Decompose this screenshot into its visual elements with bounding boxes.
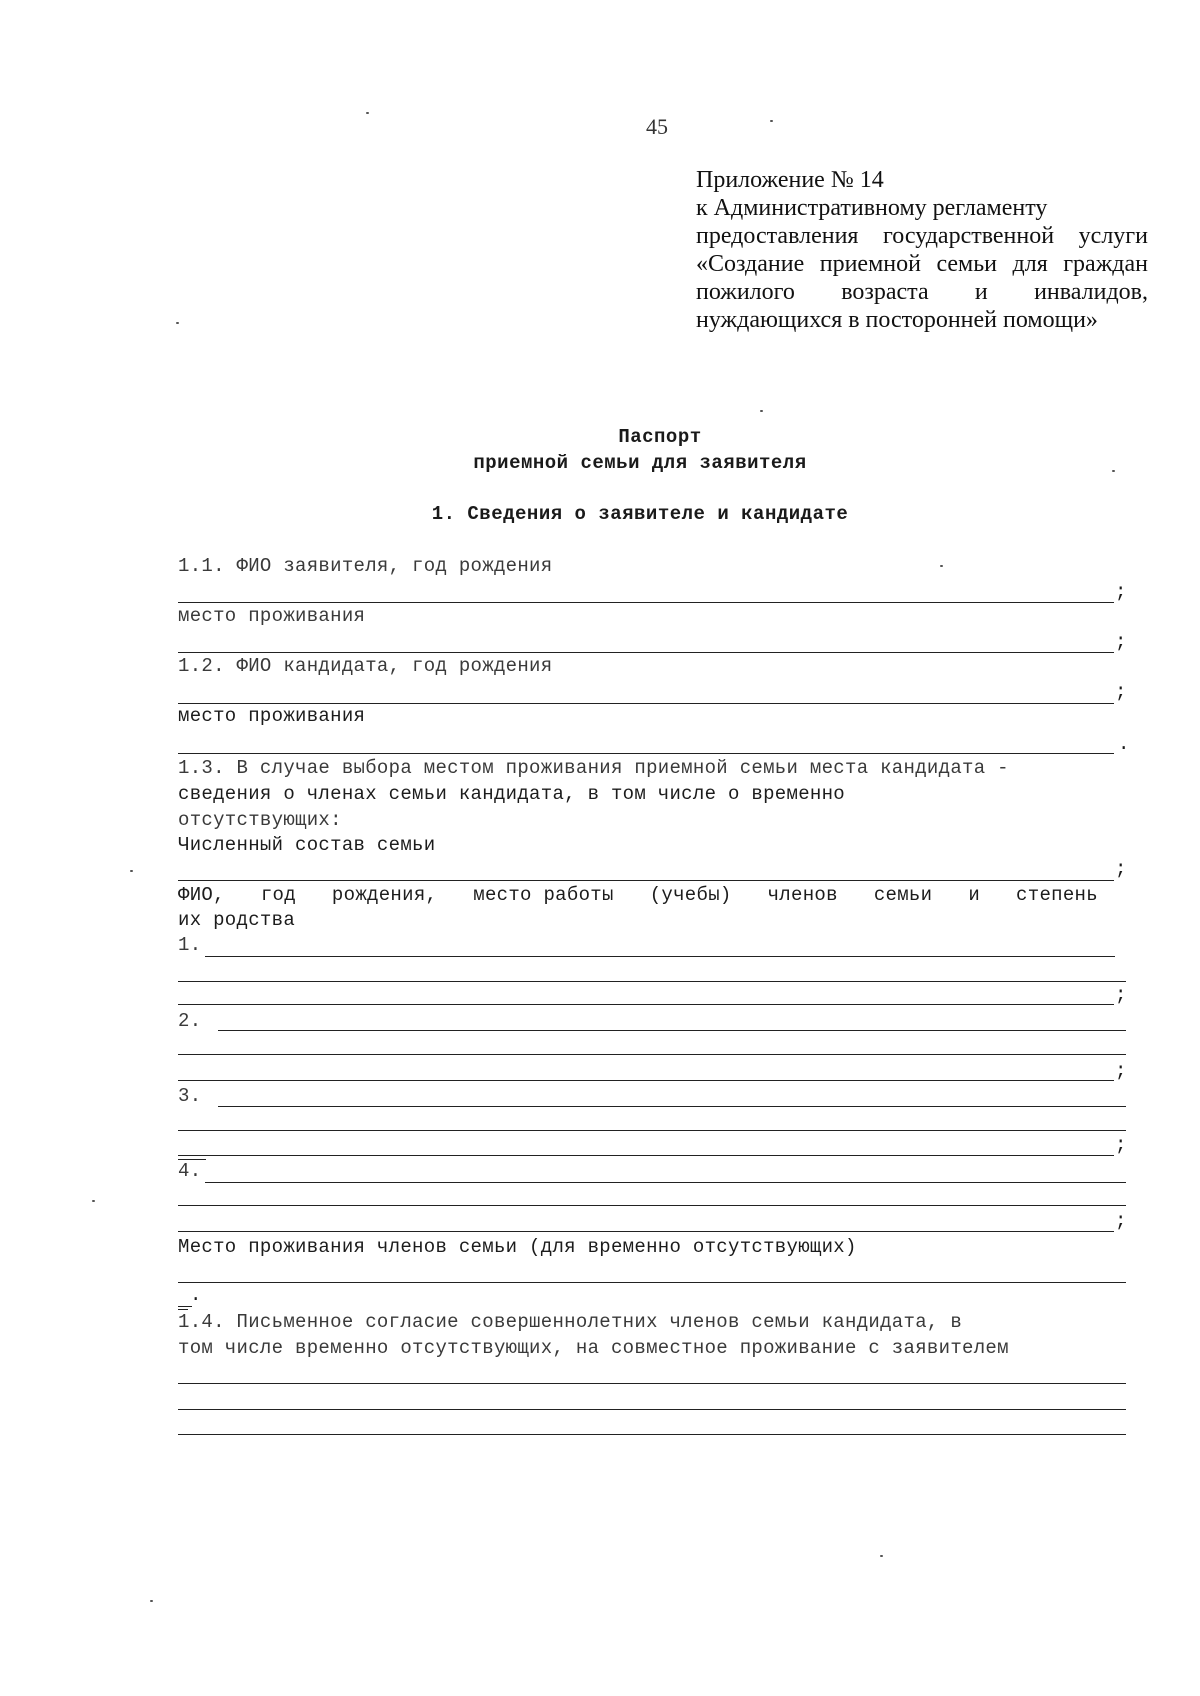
- members-word: год: [260, 884, 296, 906]
- members-word: место работы: [473, 884, 614, 906]
- page-number: 45: [646, 114, 668, 139]
- field-candidate-residence-line[interactable]: [178, 753, 1114, 754]
- members-word: членов: [767, 884, 838, 906]
- scan-speck: [770, 120, 773, 122]
- semicolon: ;: [1115, 1134, 1127, 1156]
- appendix-line: «Создание приемной семьи для граждан: [696, 251, 1148, 277]
- appendix-line: Приложение № 14: [696, 167, 884, 193]
- scan-speck: [130, 870, 133, 872]
- members-word: (учебы): [649, 884, 732, 906]
- field-candidate-name-line[interactable]: [178, 703, 1114, 704]
- field-applicant-name-line[interactable]: [178, 602, 1114, 603]
- member-3-line[interactable]: [178, 1130, 1126, 1131]
- member-number: 1.: [178, 934, 202, 956]
- members-label: [178, 884, 1098, 906]
- member-2-line[interactable]: [218, 1030, 1126, 1031]
- appendix-line: пожилого возраста и инвалидов,: [696, 279, 1148, 305]
- members-word: и: [968, 884, 981, 906]
- semicolon: ;: [1115, 1210, 1127, 1232]
- semicolon: ;: [1115, 631, 1127, 653]
- member-4-line[interactable]: [178, 1231, 1114, 1232]
- member-number: 3.: [178, 1085, 202, 1107]
- member-number: 4.: [178, 1160, 202, 1182]
- consent-line[interactable]: [178, 1383, 1126, 1384]
- semicolon: ;: [1115, 1060, 1127, 1082]
- field-candidate-name-label: 1.2. ФИО кандидата, год рождения: [178, 655, 553, 677]
- field-applicant-name-label: 1.1. ФИО заявителя, год рождения: [178, 555, 553, 577]
- scan-speck: [940, 565, 943, 567]
- consent-line[interactable]: [178, 1434, 1126, 1435]
- semicolon: ;: [1115, 984, 1127, 1006]
- family-size-line[interactable]: [178, 880, 1114, 881]
- member-3-line[interactable]: [218, 1106, 1126, 1107]
- members-word: степень: [1016, 884, 1098, 906]
- appendix-attribution: [696, 166, 1148, 334]
- absent-residence-line[interactable]: [178, 1282, 1126, 1283]
- semicolon: ;: [1115, 681, 1127, 703]
- field-applicant-residence-line[interactable]: [178, 652, 1114, 653]
- absent-residence-end-line: [178, 1306, 192, 1307]
- period: .: [190, 1284, 202, 1306]
- appendix-line: нуждающихся в посторонней помощи»: [696, 307, 1098, 333]
- member-3-line[interactable]: [178, 1155, 1114, 1156]
- field-applicant-residence-label: место проживания: [178, 605, 366, 627]
- consent-line[interactable]: [178, 1409, 1126, 1410]
- absent-residence-label: Место проживания членов семьи (для временно отсутствующих): [178, 1236, 857, 1258]
- members-label: их родства: [178, 909, 296, 931]
- field-1-3-text: 1.3. В случае выбора местом проживания приемной семьи места кандидата -: [178, 757, 1009, 779]
- members-word: рождения,: [331, 884, 438, 906]
- members-word: ФИО,: [178, 884, 225, 906]
- period: .: [1118, 733, 1130, 755]
- scan-speck: [366, 112, 369, 114]
- member-number: 2.: [178, 1010, 202, 1032]
- field-1-3-text: отсутствующих:: [178, 809, 342, 831]
- members-word: семьи: [873, 884, 933, 906]
- section-heading: 1. Сведения о заявителе и кандидате: [431, 503, 849, 525]
- scan-speck: [1112, 470, 1115, 472]
- appendix-line: к Административному регламенту: [696, 195, 1048, 221]
- scan-speck: [92, 1200, 95, 1202]
- member-2-line[interactable]: [178, 1054, 1126, 1055]
- document-subtitle: приемной семьи для заявителя: [473, 452, 807, 474]
- appendix-line: предоставления государственной услуги: [696, 223, 1148, 249]
- member-2-line[interactable]: [178, 1080, 1114, 1081]
- member-4-line[interactable]: [178, 1205, 1126, 1206]
- scan-speck: [150, 1600, 153, 1602]
- semicolon: ;: [1115, 858, 1127, 880]
- field-1-4-text: том числе временно отсутствующих, на совместное проживание с заявителем: [178, 1337, 1009, 1359]
- member-4-line[interactable]: [205, 1182, 1126, 1183]
- member-1-line[interactable]: [178, 981, 1126, 982]
- scan-speck: [176, 322, 179, 324]
- field-1-3-text: сведения о членах семьи кандидата, в том числе о временно: [178, 783, 846, 805]
- field-candidate-residence-label: место проживания: [178, 705, 366, 727]
- field-1-4-text: 1.4. Письменное согласие совершеннолетних членов семьи кандидата, в: [178, 1311, 963, 1333]
- scan-speck: [880, 1555, 883, 1557]
- family-size-label: Численный состав семьи: [178, 834, 436, 856]
- document-title: Паспорт: [618, 426, 702, 448]
- member-1-line[interactable]: [178, 1004, 1114, 1005]
- member-1-line[interactable]: [205, 956, 1115, 957]
- semicolon: ;: [1115, 581, 1127, 603]
- scan-speck: [760, 410, 763, 412]
- field-1-4-mark: [178, 1309, 188, 1310]
